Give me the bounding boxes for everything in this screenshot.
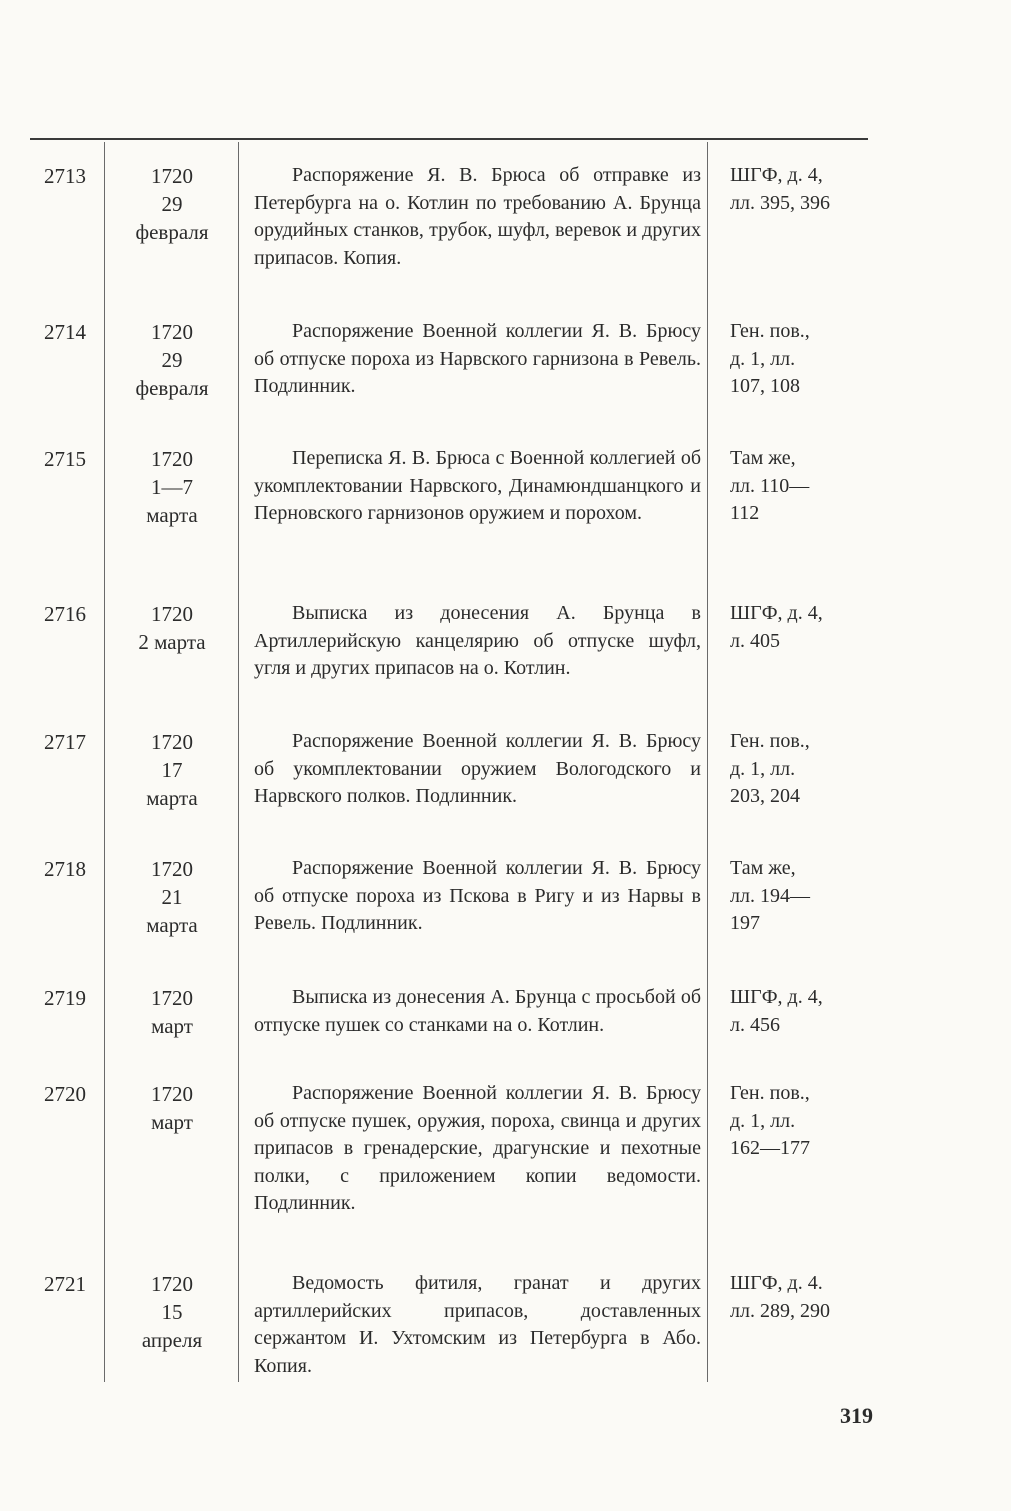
entry-day: март [151, 1110, 193, 1134]
entry-ref-line: ШГФ, д. 4, [730, 602, 823, 624]
entry-ref-line: д. 1, лл. [730, 1109, 796, 1132]
entry-year: 1720 [151, 1082, 193, 1106]
entry-year: 1720 [151, 320, 193, 344]
entry-date [106, 445, 238, 529]
entry-ref-line: Там же, [730, 857, 796, 879]
entry-ref-line: ШГФ, д. 4, [730, 986, 823, 1008]
entry-number: 2717 [44, 730, 86, 754]
entry-ref-line: Ген. пов., [730, 1082, 810, 1104]
entry-date [106, 318, 238, 402]
entry-reference [730, 318, 880, 401]
entry-ref-line: л. 456 [730, 1013, 780, 1036]
entry-date [106, 855, 238, 939]
entry-ref-line: лл. 110— [730, 474, 810, 497]
entry-year: 1720 [151, 857, 193, 881]
entry-month: марта [146, 503, 198, 527]
entry-ref-line: Ген. пов., [730, 320, 810, 342]
entry-day: 15 [161, 1300, 183, 1324]
entry-year: 1720 [151, 730, 193, 754]
entry-description: Выписка из донесения А. Брунца с просьбой об отпуске пушек со станками на о. Котлин. [254, 986, 701, 1036]
entry-number: 2721 [44, 1272, 86, 1296]
entry-number: 2714 [44, 320, 86, 344]
entry-date [106, 1080, 238, 1136]
entry-ref-line: 162—177 [730, 1137, 810, 1159]
entry-month: февраля [135, 220, 209, 244]
entry-description: Распоряжение Военной коллегии Я. В. Брюсу об отпуске пороха из Пскова в Ригу и из Нарвы в Ревель. Подлинник. [254, 857, 701, 934]
entry-reference [730, 600, 880, 655]
entry-day: 1—7 [151, 475, 193, 499]
entry-number: 2718 [44, 857, 86, 881]
entry-ref-line: Ген. пов., [730, 730, 810, 752]
entry-description: Распоряжение Военной коллегии Я. В. Брюсу об отпуске пушек, оружия, пороха, свинца и других припасов в гренадерские, драгунские и пехотные полки, с приложением копии ведомости. Подлинник. [254, 1082, 701, 1214]
entry-month: марта [146, 786, 198, 810]
entry-ref-line: 107, 108 [730, 375, 800, 397]
entry-day: 21 [161, 885, 183, 909]
entry-date [106, 600, 238, 656]
entry-day: 2 марта [138, 630, 206, 654]
entry-number: 2715 [44, 447, 86, 471]
entry-reference [730, 1270, 880, 1325]
column-divider [104, 142, 105, 1382]
entry-ref-line: лл. 289, 290 [730, 1299, 830, 1322]
entry-ref-line: ШГФ, д. 4. [730, 1272, 823, 1294]
entry-date [106, 162, 238, 246]
entry-description: Переписка Я. В. Брюса с Военной коллегией об укомплектовании Нарвского, Динамюндшанцкого и Перновского гарнизонов оружием и порохом. [254, 447, 701, 524]
entry-day: март [151, 1014, 193, 1038]
entry-number: 2719 [44, 986, 86, 1010]
entry-ref-line: д. 1, лл. [730, 757, 796, 780]
page-number: 319 [840, 1403, 873, 1428]
entry-number: 2716 [44, 602, 86, 626]
entry-ref-line: лл. 395, 396 [730, 191, 830, 214]
entry-ref-line: 112 [730, 502, 760, 524]
entry-number: 2713 [44, 164, 86, 188]
entry-reference [730, 984, 880, 1039]
entry-ref-line: ШГФ, д. 4, [730, 164, 823, 186]
entry-day: 29 [161, 192, 183, 216]
entry-month: марта [146, 913, 198, 937]
entry-reference [730, 728, 880, 811]
entry-month: апреля [141, 1328, 203, 1352]
entry-ref-line: лл. 194— [730, 884, 810, 907]
entry-ref-line: д. 1, лл. [730, 347, 796, 370]
entry-year: 1720 [151, 1272, 193, 1296]
entry-ref-line: л. 405 [730, 629, 780, 652]
entry-month: февраля [135, 376, 209, 400]
entry-year: 1720 [151, 602, 193, 626]
entry-description: Выписка из донесения А. Брунца в Артиллерийскую канцелярию об отпуске шуфл, угля и других припасов на о. Котлин. [254, 602, 701, 679]
entry-ref-line: 197 [730, 912, 760, 934]
top-rule [30, 138, 868, 140]
entry-reference [730, 855, 880, 938]
entry-date [106, 1270, 238, 1354]
entry-reference [730, 445, 880, 528]
entry-day: 17 [161, 758, 183, 782]
entry-year: 1720 [151, 164, 193, 188]
entry-description: Распоряжение Военной коллегии Я. В. Брюсу об укомплектовании оружием Вологодского и Нарвского полков. Подлинник. [254, 730, 701, 807]
entry-year: 1720 [151, 986, 193, 1010]
entry-reference [730, 1080, 880, 1163]
entry-reference [730, 162, 880, 217]
entry-description: Распоряжение Я. В. Брюса об отправке из Петербурга на о. Котлин по требованию А. Брунца орудийных станков, трубок, шуфл, веревок и других припасов. Копия. [254, 164, 701, 269]
entry-ref-line: 203, 204 [730, 785, 800, 807]
entry-description: Распоряжение Военной коллегии Я. В. Брюсу об отпуске пороха из Нарвского гарнизона в Ревель. Подлинник. [254, 320, 701, 397]
entry-date [106, 984, 238, 1040]
entry-ref-line: Там же, [730, 447, 796, 469]
entry-date [106, 728, 238, 812]
entry-day: 29 [161, 348, 183, 372]
entry-description: Ведомость фитиля, гранат и других артиллерийских припасов, доставленных сержантом И. Ухтомским из Петербурга в Або. Копия. [254, 1272, 701, 1377]
column-divider [238, 142, 239, 1382]
entry-number: 2720 [44, 1082, 86, 1106]
column-divider [707, 142, 708, 1382]
entry-year: 1720 [151, 447, 193, 471]
